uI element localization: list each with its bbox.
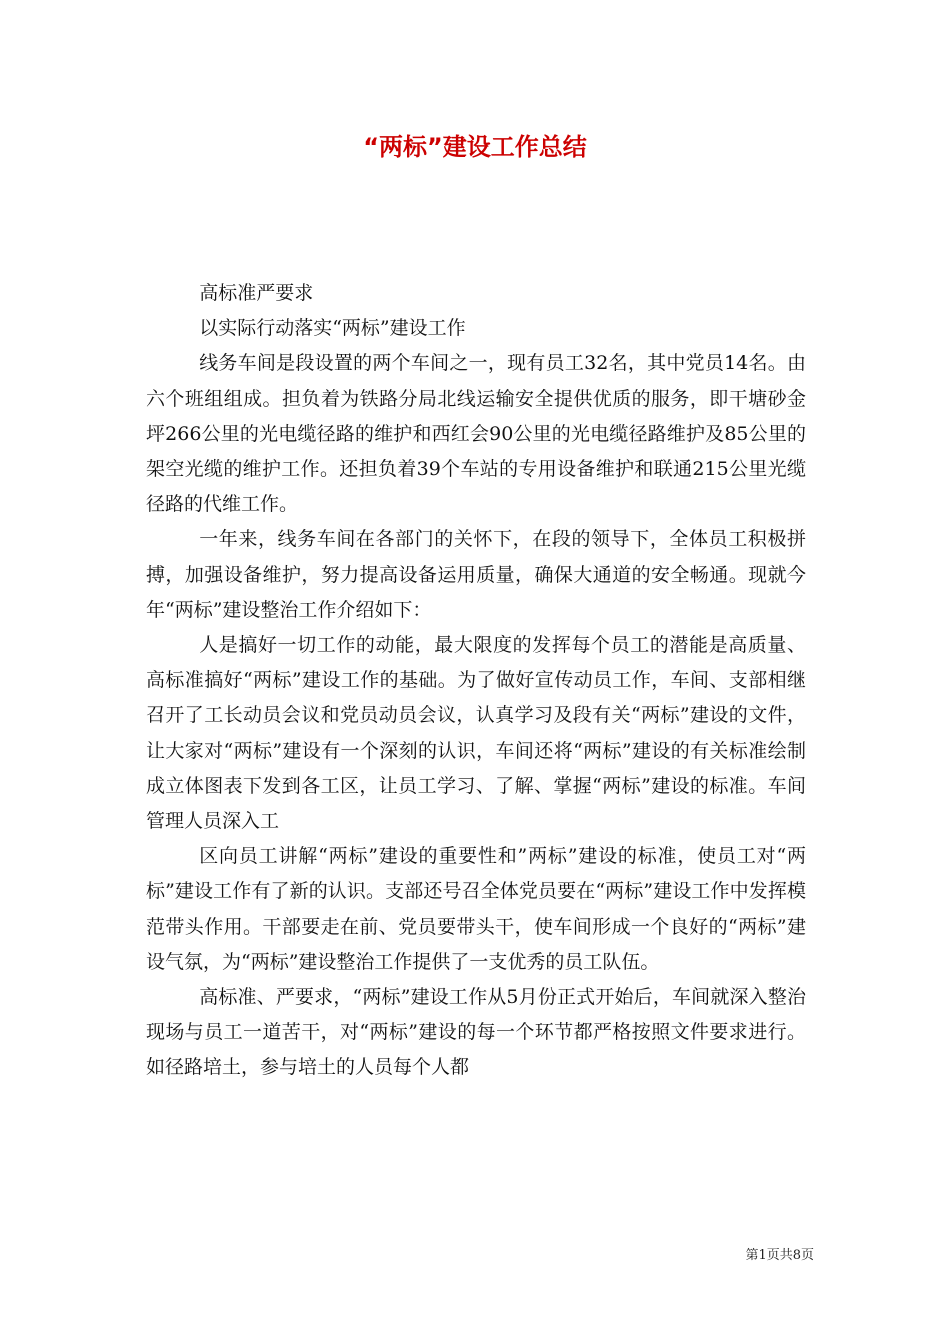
paragraph-subtitle-1: 高标准严要求: [199, 282, 314, 304]
paragraph: 线务车间是段设置的两个车间之一，现有员工32名，其中党员14名。由六个班组组成。担负着为铁路分局北线运输安全提供优质的服务，即干塘砂金坪266公里的光电缆径路的维护和西红会90公里的光电缆径路维护及85公里的架空光缆的维护工作。还担负着39个车站的专用设备维护和联通215公里光缆径路的代维工作。: [146, 352, 806, 516]
paragraph: 一年来，线务车间在各部门的关怀下，在段的领导下，全体员工积极拼搏，加强设备维护，努力提高设备运用质量，确保大通道的安全畅通。现就今年“两标”建设整治工作介绍如下：: [146, 528, 806, 621]
page-number: 第1页共8页: [745, 1248, 814, 1263]
paragraph: 区向员工讲解“两标”建设的重要性和”两标”建设的标准，使员工对“两标”建设工作有了新的认识。支部还号召全体党员要在“两标”建设工作中发挥模范带头作用。干部要走在前、党员要带头干，使车间形成一个良好的“两标”建设气氛，为“两标”建设整治工作提供了一支优秀的员工队伍。: [146, 845, 806, 973]
paragraph-subtitle-2: 以实际行动落实“两标”建设工作: [199, 317, 466, 340]
document-body: [146, 276, 806, 1086]
paragraph: 人是搞好一切工作的动能，最大限度的发挥每个员工的潜能是高质量、高标准搞好“两标”建设工作的基础。为了做好宣传动员工作，车间、支部相继召开了工长动员会议和党员动员会议，认真学习及段有关“两标”建设的文件，让大家对“两标”建设有一个深刻的认识，车间还将“两标”建设的有关标准绘制成立体图表下发到各工区，让员工学习、了解、掌握“两标”建设的标准。车间管理人员深入工: [146, 634, 806, 833]
paragraph: 高标准、严要求，“两标”建设工作从5月份正式开始后，车间就深入整治现场与员工一道苦干，对“两标”建设的每一个环节都严格按照文件要求进行。如径路培土，参与培土的人员每个人都: [146, 986, 806, 1079]
page-title: “两标”建设工作总结: [363, 133, 587, 161]
